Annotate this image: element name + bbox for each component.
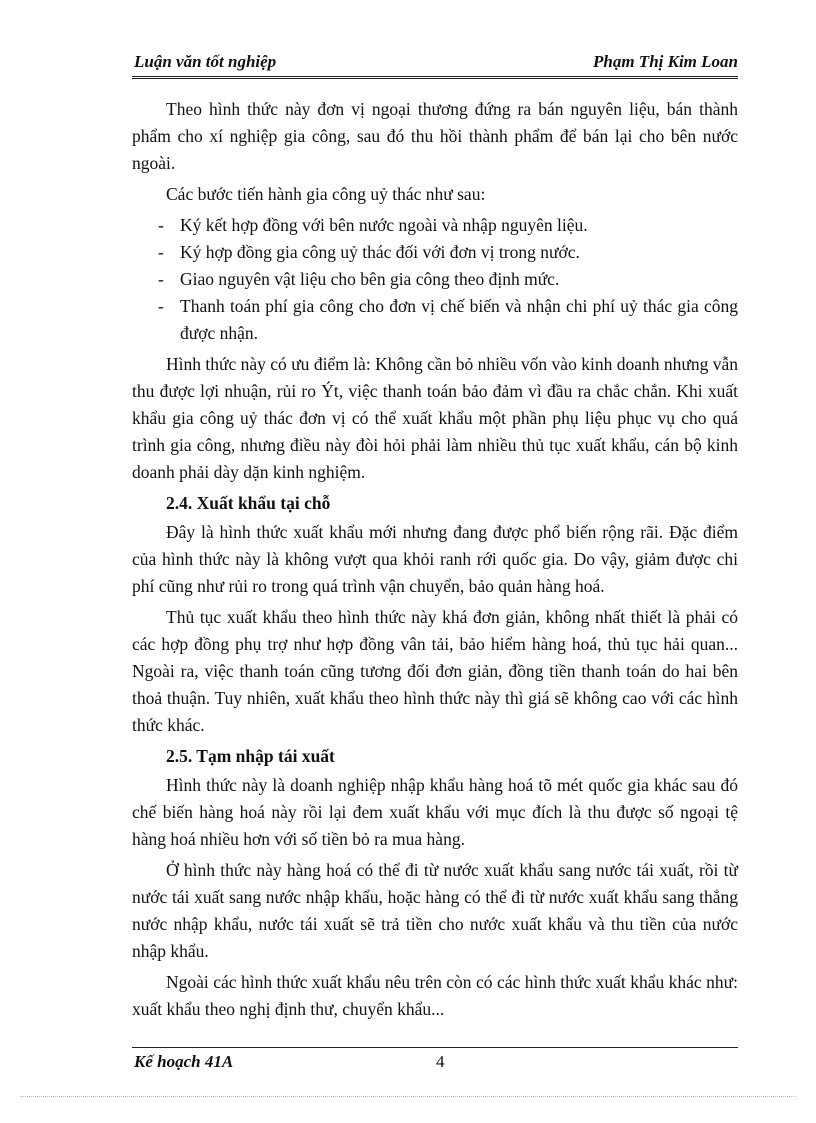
- footer-class-label: Kế hoạch 41A: [134, 1052, 234, 1071]
- page-header: [132, 50, 738, 79]
- bullet-dash: -: [158, 269, 164, 289]
- paragraph: Đây là hình thức xuất khẩu mới nhưng đang được phổ biến rộng rãi. Đặc điểm của hình thức này là không vượt qua khỏi ranh rới quốc gia. Do vậy, giảm được chi phí cũng như rủi ro trong quá trình vận chuyển, bảo quản hàng hoá.: [132, 522, 738, 596]
- page-bottom-divider: [20, 1096, 796, 1097]
- paragraph: Hình thức này có ưu điểm là: Không cần bỏ nhiều vốn vào kinh doanh nhưng vẫn thu được lợi nhuận, rủi ro Ýt, việc thanh toán bảo đảm vì đầu ra chắc chắn. Khi xuất khẩu gia công uỷ thác đơn vị có thể xuất khẩu một phần phụ liệu phục vụ cho quá trình gia công, nhưng điều này đòi hỏi phải làm nhiều thủ tục xuất khẩu, cán bộ kinh doanh phải dày dặn kinh nghiệm.: [132, 354, 738, 482]
- header-author-name: Phạm Thị Kim Loan: [593, 52, 738, 71]
- list-item: [132, 293, 738, 347]
- list-item-text: Ký kết hợp đồng với bên nước ngoài và nhập nguyên liệu.: [180, 215, 588, 235]
- paragraph: Theo hình thức này đơn vị ngoại thương đứng ra bán nguyên liệu, bán thành phẩm cho xí nghiệp gia công, sau đó thu hồi thành phẩm để bán lại cho bên nước ngoài.: [132, 99, 738, 173]
- list-item: [132, 266, 738, 293]
- steps-list: [132, 212, 738, 347]
- list-item-text: Giao nguyên vật liệu cho bên gia công theo định mức.: [180, 269, 560, 289]
- page-body: [132, 96, 738, 1027]
- list-item-text: Ký hợp đồng gia công uỷ thác đối với đơn vị trong nước.: [180, 242, 580, 262]
- paragraph: Thủ tục xuất khẩu theo hình thức này khá đơn giản, không nhất thiết là phải có các hợp đồng phụ trợ như hợp đồng vân tải, bảo hiểm hàng hoá, thủ tục hải quan... Ngoài ra, việc thanh toán cũng tương đối đơn giản, đồng tiền thanh toán do hai bên thoả thuận. Tuy nhiên, xuất khẩu theo hình thức này thì giá sẽ không cao với các hình thức khác.: [132, 607, 738, 735]
- bullet-dash: -: [158, 242, 164, 262]
- bullet-dash: -: [158, 215, 164, 235]
- section-heading-2-4: 2.4. Xuất khẩu tại chỗ: [166, 493, 331, 513]
- paragraph: Hình thức này là doanh nghiệp nhập khẩu hàng hoá tõ mét quốc gia khác sau đó chế biến hàng hoá này rồi lại đem xuất khẩu với mục đích là thu được số ngoại tệ hàng hoá nhiều hơn với số tiền bỏ ra mua hàng.: [132, 775, 738, 849]
- paragraph: Ngoài các hình thức xuất khẩu nêu trên còn có các hình thức xuất khẩu khác như: xuất khẩu theo nghị định thư, chuyển khẩu...: [132, 972, 738, 1019]
- section-heading-2-5: 2.5. Tạm nhập tái xuất: [166, 746, 335, 766]
- page-number: 4: [436, 1052, 445, 1071]
- page-footer: [132, 1047, 738, 1074]
- list-item: [132, 212, 738, 239]
- paragraph: Các bước tiến hành gia công uỷ thác như sau:: [166, 184, 486, 204]
- header-thesis-label: Luận văn tốt nghiệp: [134, 52, 277, 71]
- list-item: [132, 239, 738, 266]
- paragraph: Ở hình thức này hàng hoá có thể đi từ nước xuất khẩu sang nước tái xuất, rồi từ nước tái xuất sang nước nhập khẩu, hoặc hàng có thể đi từ nước xuất khẩu sang thẳng nước nhập khẩu, nước tái xuất sẽ trả tiền cho nước xuất khẩu và thu tiền của nước nhập khẩu.: [132, 860, 738, 961]
- bullet-dash: -: [158, 296, 164, 316]
- list-item-text: Thanh toán phí gia công cho đơn vị chế biến và nhận chi phí uỷ thác gia công được nhận.: [180, 296, 738, 343]
